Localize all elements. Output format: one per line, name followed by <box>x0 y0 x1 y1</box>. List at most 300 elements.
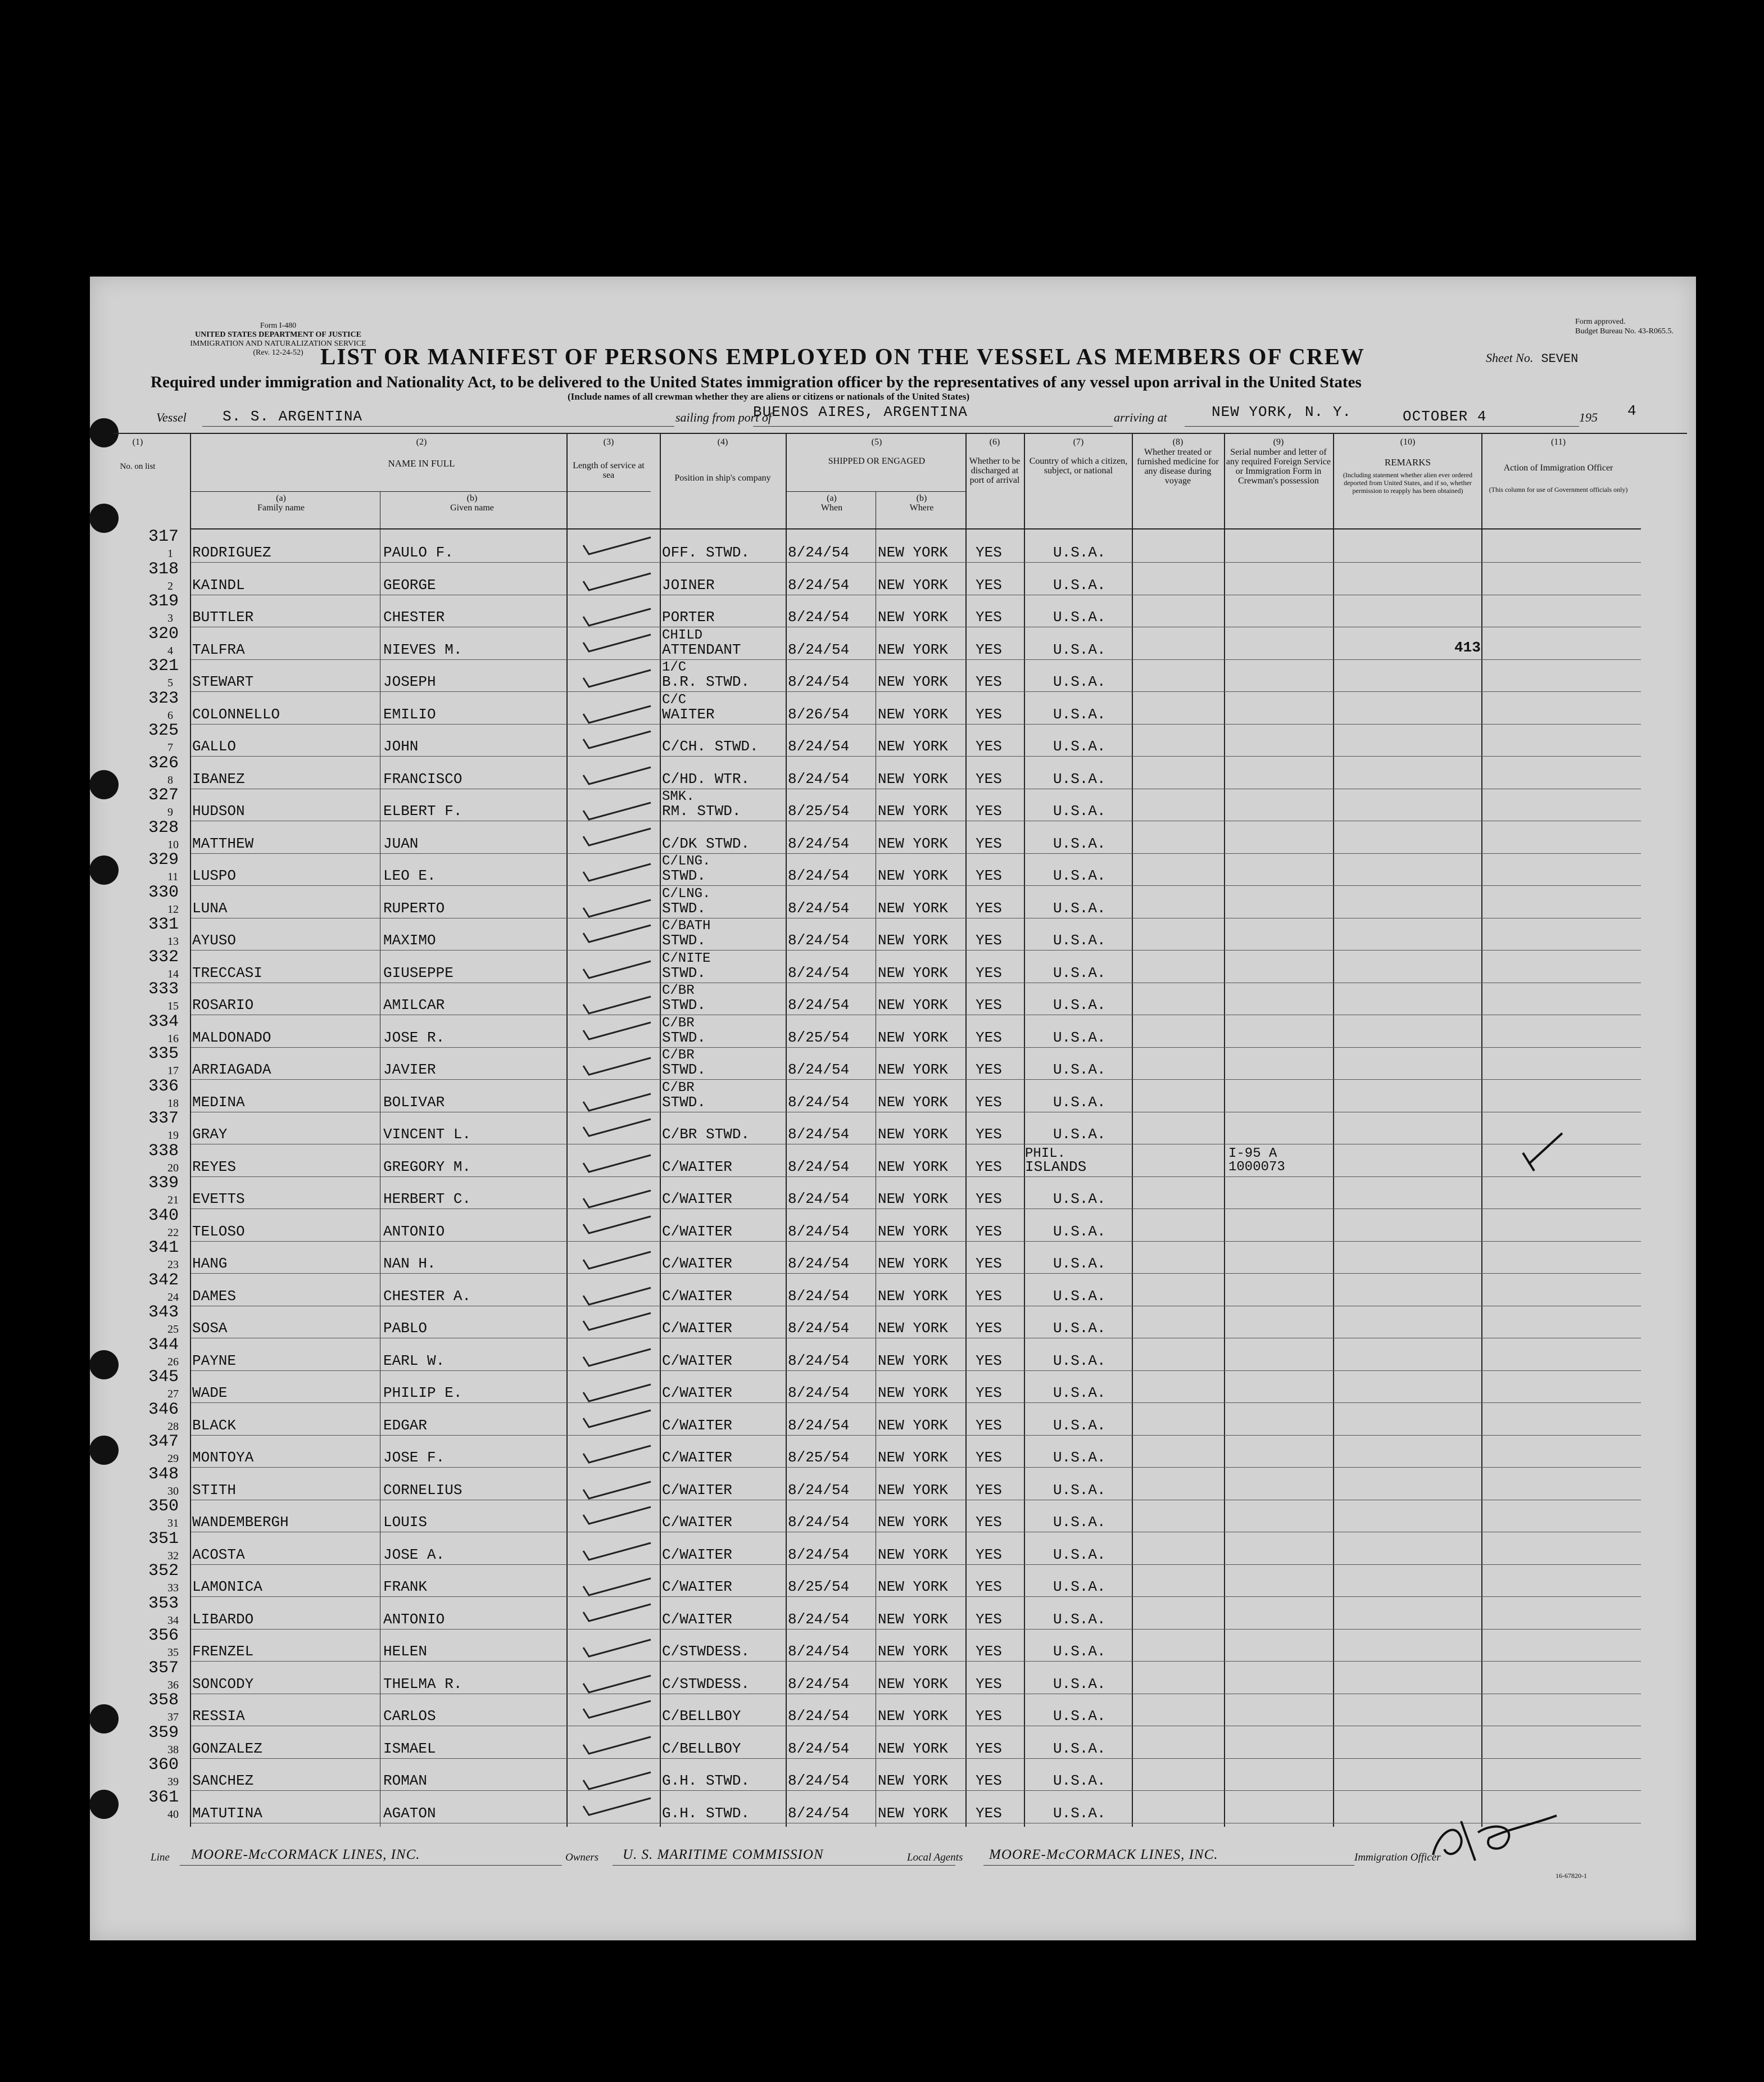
cell-family: ACOSTA <box>192 1546 245 1563</box>
sheet-number-label: Sheet No. <box>1486 351 1534 365</box>
cell-where: NEW YORK <box>878 1320 948 1337</box>
service-tick-mark <box>572 791 662 824</box>
sailing-port: BUENOS AIRES, ARGENTINA <box>753 404 968 420</box>
cell-given: JUAN <box>383 835 419 852</box>
cell-where: NEW YORK <box>878 1578 948 1595</box>
cell-where: NEW YORK <box>878 1287 948 1305</box>
cell-position: C/STWDESS. <box>662 1643 750 1660</box>
cell-given: JOSE F. <box>383 1449 445 1466</box>
service-tick-mark <box>572 662 662 695</box>
cell-position-line1: C/C <box>662 692 687 708</box>
cell-position: STWD. <box>662 899 706 917</box>
cell-family: REYES <box>192 1158 237 1175</box>
row-number: 5 <box>167 677 173 689</box>
cell-dis: YES <box>976 1772 1002 1789</box>
cell-dis: YES <box>976 673 1002 690</box>
cell-when: 8/24/54 <box>788 1481 850 1499</box>
cell-dis: YES <box>976 1416 1002 1434</box>
service-tick-mark <box>572 533 662 565</box>
manifest-serial-number: 352 <box>148 1562 179 1581</box>
col11-header: Action of Immigration Officer <box>1503 463 1613 473</box>
cell-given: THELMA R. <box>383 1675 462 1692</box>
cell-given: GIUSEPPE <box>383 964 454 981</box>
cell-position: C/WAITER <box>662 1610 732 1628</box>
row-number: 19 <box>167 1129 179 1142</box>
service-tick-mark <box>572 759 662 792</box>
service-tick-mark <box>572 1406 662 1438</box>
cell-family: ARRIAGADA <box>192 1061 271 1078</box>
cell-position-line1: CHILD <box>662 627 703 643</box>
row-number: 23 <box>167 1259 179 1271</box>
budget-approval <box>1575 317 1674 336</box>
cell-position: STWD. <box>662 1093 706 1111</box>
cell-given: EDGAR <box>383 1416 428 1434</box>
cell-when: 8/24/54 <box>788 1093 850 1111</box>
service-tick-mark <box>572 1794 662 1826</box>
row-number: 34 <box>167 1614 179 1627</box>
row-number: 27 <box>167 1388 179 1400</box>
cell-dis: YES <box>976 997 1002 1013</box>
table-row <box>90 1497 1696 1535</box>
manifest-serial-number: 320 <box>148 624 179 644</box>
sheet-number <box>1486 351 1578 366</box>
row-number: 9 <box>167 806 173 818</box>
cell-family: PAYNE <box>192 1352 237 1369</box>
table-row <box>90 850 1696 889</box>
manifest-serial-number: 323 <box>148 689 179 708</box>
cell-family: STITH <box>192 1481 237 1499</box>
col2b-header: (b) Given name <box>450 494 494 513</box>
col2-number: (2) <box>416 437 427 447</box>
col8-number: (8) <box>1172 437 1183 447</box>
manifest-serial-number: 318 <box>148 559 179 579</box>
manifest-serial-number: 359 <box>148 1723 179 1742</box>
sailing-label: sailing from port of <box>675 410 772 424</box>
row-number: 7 <box>167 741 173 754</box>
cell-dis: YES <box>976 1093 1002 1111</box>
col11-note: (This column for use of Government officials only) <box>1489 486 1628 494</box>
cell-given: FRANK <box>383 1578 428 1595</box>
cell-where: NEW YORK <box>878 1804 948 1822</box>
col2a-header: (a) Family name <box>257 494 305 513</box>
cell-position: C/WAITER <box>662 1255 732 1272</box>
cell-dis: YES <box>976 835 1002 852</box>
cell-when: 8/24/54 <box>788 1320 850 1337</box>
cell-position: STWD. <box>662 1061 706 1078</box>
cell-given: CORNELIUS <box>383 1481 462 1499</box>
cell-dis: YES <box>976 899 1002 917</box>
cell-given: JOSE R. <box>383 1029 445 1046</box>
cell-given: PABLO <box>383 1320 428 1337</box>
cell-given: LEO E. <box>383 867 436 884</box>
cell-where: NEW YORK <box>878 1546 948 1563</box>
table-row <box>90 1464 1696 1503</box>
cell-position: C/BELLBOY <box>662 1740 741 1757</box>
manifest-serial-number: 338 <box>148 1141 179 1161</box>
cell-family: TRECCASI <box>192 964 262 981</box>
cell-when: 8/24/54 <box>788 1772 850 1789</box>
cell-when: 8/24/54 <box>788 738 850 755</box>
service-tick-mark <box>572 985 662 1018</box>
cell-when: 8/24/54 <box>788 835 850 852</box>
cell-given: CHESTER A. <box>383 1287 471 1305</box>
cell-dis: YES <box>976 1708 1002 1725</box>
cell-dis: YES <box>976 1449 1002 1466</box>
table-row <box>90 753 1696 792</box>
cell-when: 8/24/54 <box>788 1708 850 1725</box>
cell-where: NEW YORK <box>878 1191 948 1207</box>
service-tick-mark <box>572 1502 662 1535</box>
table-row <box>90 624 1696 663</box>
cell-position: C/WAITER <box>662 1578 732 1595</box>
cell-dis: YES <box>976 964 1002 981</box>
cell-where: NEW YORK <box>878 1158 948 1175</box>
cell-position: C/WAITER <box>662 1352 732 1369</box>
cell-when: 8/24/54 <box>788 609 850 626</box>
manifest-serial-number: 329 <box>148 850 179 870</box>
cell-dis: YES <box>976 1029 1002 1046</box>
cell-country: U.S.A. <box>1053 1772 1106 1789</box>
cell-family: MALDONADO <box>192 1029 271 1046</box>
manifest-serial-number: 334 <box>148 1012 179 1031</box>
cell-position: C/HD. WTR. <box>662 770 750 787</box>
cell-position: C/BELLBOY <box>662 1708 741 1725</box>
manifest-serial-number: 328 <box>148 818 179 838</box>
cell-country: U.S.A. <box>1053 1610 1106 1628</box>
table-row <box>90 1335 1696 1374</box>
row-number: 24 <box>167 1291 179 1303</box>
cell-country: U.S.A. <box>1053 1255 1106 1272</box>
row-number: 37 <box>167 1711 179 1723</box>
manifest-serial-number: 353 <box>148 1594 179 1613</box>
revision-date: (Rev. 12-24-52) <box>253 348 303 357</box>
cell-family: LIBARDO <box>192 1610 254 1628</box>
cell-position: STWD. <box>662 867 706 884</box>
cell-country: U.S.A. <box>1053 641 1106 658</box>
cell-country: U.S.A. <box>1053 899 1106 917</box>
manifest-serial-number: 347 <box>148 1432 179 1451</box>
service-tick-mark <box>572 1341 662 1374</box>
immigration-officer-signature <box>1422 1799 1590 1872</box>
officer-check-mark <box>1517 1130 1568 1175</box>
cell-dis: YES <box>976 1514 1002 1531</box>
cell-dis: YES <box>976 1578 1002 1595</box>
row-number: 15 <box>167 1000 179 1012</box>
cell-country: U.S.A. <box>1053 705 1106 723</box>
cell-dis: YES <box>976 1126 1002 1143</box>
cell-when: 8/24/54 <box>788 1804 850 1822</box>
manifest-serial-number: 327 <box>148 786 179 805</box>
manifest-serial-number: 350 <box>148 1497 179 1516</box>
col5a-header: (a) When <box>820 494 843 513</box>
vessel-label: Vessel <box>156 410 187 424</box>
row-number: 29 <box>167 1452 179 1465</box>
cell-when: 8/24/54 <box>788 770 850 787</box>
cell-when: 8/24/54 <box>788 1158 850 1175</box>
cell-family: SANCHEZ <box>192 1772 254 1789</box>
row-number: 33 <box>167 1582 179 1594</box>
manifest-serial-number: 331 <box>148 915 179 934</box>
local-agents-value: MOORE-McCORMACK LINES, INC. <box>989 1847 1218 1862</box>
cell-family: AYUSO <box>192 932 237 949</box>
cell-where: NEW YORK <box>878 705 948 723</box>
cell-position: C/DK STWD. <box>662 835 750 852</box>
service-tick-mark <box>572 1147 662 1180</box>
service-tick-mark <box>572 727 662 759</box>
cell-given: JOSE A. <box>383 1546 445 1563</box>
cell-when: 8/24/54 <box>788 1384 850 1401</box>
cell-position: C/WAITER <box>662 1320 732 1337</box>
cell-country: U.S.A. <box>1053 1449 1106 1466</box>
cell-when: 8/24/54 <box>788 1416 850 1434</box>
cell-where: NEW YORK <box>878 1352 948 1369</box>
service-tick-mark <box>572 1115 662 1147</box>
row-number: 8 <box>167 773 173 786</box>
cell-when: 8/24/54 <box>788 1126 850 1143</box>
cell-where: NEW YORK <box>878 1481 948 1499</box>
cell-position: C/WAITER <box>662 1546 732 1563</box>
cell-given: AMILCAR <box>383 997 445 1013</box>
cell-dis: YES <box>976 1740 1002 1757</box>
cell-country: U.S.A. <box>1053 1643 1106 1660</box>
service-tick-mark <box>572 1050 662 1083</box>
cell-where: NEW YORK <box>878 641 948 658</box>
row-number: 31 <box>167 1517 179 1529</box>
cell-position: C/WAITER <box>662 1287 732 1305</box>
table-row <box>90 527 1696 565</box>
manifest-serial-number: 337 <box>148 1109 179 1128</box>
cell-where: NEW YORK <box>878 867 948 884</box>
cell-position: ATTENDANT <box>662 641 741 658</box>
manifest-serial-number: 360 <box>148 1755 179 1775</box>
service-tick-mark <box>572 1277 662 1309</box>
row-number: 1 <box>167 547 173 560</box>
table-row <box>90 689 1696 727</box>
cell-where: NEW YORK <box>878 770 948 787</box>
cell-dis: YES <box>976 705 1002 723</box>
service-tick-mark <box>572 889 662 921</box>
cell-position-line1: C/NITE <box>662 951 711 966</box>
cell-country: U.S.A. <box>1053 1740 1106 1757</box>
vessel-name: S. S. ARGENTINA <box>223 408 363 425</box>
cell-country: U.S.A. <box>1053 1029 1106 1046</box>
cell-where: NEW YORK <box>878 1384 948 1401</box>
row-number: 10 <box>167 838 179 851</box>
cell-dis: YES <box>976 1546 1002 1563</box>
cell-family: STEWART <box>192 673 254 690</box>
cell-when: 8/24/54 <box>788 1514 850 1531</box>
cell-position: C/WAITER <box>662 1158 732 1175</box>
col9-number: (9) <box>1273 437 1284 447</box>
line-value: MOORE-McCORMACK LINES, INC. <box>191 1847 420 1862</box>
cell-position: STWD. <box>662 964 706 981</box>
owners-label: Owners <box>565 1852 599 1863</box>
col1-header: No. on list <box>120 462 156 471</box>
table-row <box>90 980 1696 1018</box>
cell-where: NEW YORK <box>878 673 948 690</box>
cell-given: LOUIS <box>383 1514 428 1531</box>
row-number: 6 <box>167 709 173 722</box>
manifest-serial-number: 357 <box>148 1658 179 1678</box>
manifest-serial-number: 341 <box>148 1238 179 1257</box>
cell-given: ANTONIO <box>383 1223 445 1240</box>
cell-country: U.S.A. <box>1053 576 1106 594</box>
cell-position-line1: C/LNG. <box>662 854 711 869</box>
cell-when: 8/24/54 <box>788 1287 850 1305</box>
cell-when: 8/24/54 <box>788 1740 850 1757</box>
cell-position: OFF. STWD. <box>662 544 750 561</box>
cell-country: U.S.A. <box>1053 1320 1106 1337</box>
cell-given: HERBERT C. <box>383 1191 471 1207</box>
cell-given: ANTONIO <box>383 1610 445 1628</box>
table-row <box>90 818 1696 857</box>
cell-where: NEW YORK <box>878 738 948 755</box>
cell-where: NEW YORK <box>878 1643 948 1660</box>
cell-family: MONTOYA <box>192 1449 254 1466</box>
cell-dis: YES <box>976 867 1002 884</box>
cell-country: U.S.A. <box>1053 1352 1106 1369</box>
cell-country: ISLANDS <box>1025 1158 1087 1175</box>
table-row <box>90 1658 1696 1697</box>
table-row <box>90 882 1696 921</box>
cell-country: U.S.A. <box>1053 1481 1106 1499</box>
table-row <box>90 657 1696 695</box>
cell-where: NEW YORK <box>878 609 948 626</box>
cell-given: JOSEPH <box>383 673 436 690</box>
table-row <box>90 592 1696 630</box>
cell-when: 8/24/54 <box>788 1675 850 1692</box>
table-row <box>90 1270 1696 1309</box>
manifest-serial-number: 344 <box>148 1335 179 1355</box>
cell-family: KAINDL <box>192 576 245 594</box>
manifest-serial-number: 319 <box>148 592 179 611</box>
cell-dis: YES <box>976 1191 1002 1207</box>
table-row <box>90 947 1696 986</box>
cell-where: NEW YORK <box>878 1708 948 1725</box>
cell-country: U.S.A. <box>1053 544 1106 561</box>
cell-when: 8/25/54 <box>788 803 850 820</box>
table-row <box>90 1755 1696 1794</box>
service-tick-mark <box>572 1179 662 1212</box>
table-row <box>90 1691 1696 1729</box>
table-row <box>90 1141 1696 1180</box>
cell-where: NEW YORK <box>878 1514 948 1531</box>
cell-when: 8/24/54 <box>788 641 850 658</box>
row-number: 26 <box>167 1355 179 1368</box>
cell-given: AGATON <box>383 1804 436 1822</box>
table-row <box>90 1109 1696 1147</box>
cell-dis: YES <box>976 609 1002 626</box>
cell-position-line1: C/BATH <box>662 918 711 934</box>
table-row <box>90 1723 1696 1762</box>
row-number: 18 <box>167 1097 179 1110</box>
cell-given: EARL W. <box>383 1352 445 1369</box>
cell-position: C/STWDESS. <box>662 1675 750 1692</box>
cell-when: 8/24/54 <box>788 1352 850 1369</box>
service-tick-mark <box>572 856 662 889</box>
manifest-serial-number: 332 <box>148 947 179 967</box>
cell-position: JOINER <box>662 576 715 594</box>
row-number: 20 <box>167 1161 179 1174</box>
line-label: Line <box>151 1852 170 1863</box>
cell-family: SOSA <box>192 1320 228 1337</box>
cell-when: 8/24/54 <box>788 899 850 917</box>
cell-dis: YES <box>976 1061 1002 1078</box>
cell-position-line1: C/BR <box>662 1080 695 1096</box>
cell-dis: YES <box>976 641 1002 658</box>
cell-dis: YES <box>976 1287 1002 1305</box>
print-code: 16-67820-1 <box>1556 1872 1587 1880</box>
service-tick-mark <box>572 1761 662 1794</box>
table-row <box>90 721 1696 759</box>
service-tick-mark <box>572 953 662 986</box>
cell-country: U.S.A. <box>1053 1223 1106 1240</box>
cell-family: COLONNELLO <box>192 705 280 723</box>
manifest-serial-number: 342 <box>148 1270 179 1290</box>
cell-when: 8/24/54 <box>788 1610 850 1628</box>
service-tick-mark <box>572 1438 662 1470</box>
owners-value: U. S. MARITIME COMMISSION <box>623 1847 824 1862</box>
row-number: 32 <box>167 1549 179 1562</box>
manifest-serial-number: 356 <box>148 1626 179 1645</box>
table-row <box>90 1076 1696 1115</box>
cell-given: MAXIMO <box>383 932 436 949</box>
col6-header: Whether to be discharged at port of arrival <box>969 456 1021 485</box>
cell-position: G.H. STWD. <box>662 1772 750 1789</box>
col5b-header: (b) Where <box>909 494 934 513</box>
subtitle-note: (Include names of all crewman whether they are aliens or citizens or nationals of the United States) <box>568 391 970 402</box>
row-number: 17 <box>167 1065 179 1077</box>
table-row <box>90 786 1696 824</box>
manifest-serial-number: 358 <box>148 1691 179 1710</box>
cell-position: STWD. <box>662 932 706 949</box>
cell-serial-form: I-95 A <box>1228 1146 1277 1161</box>
cell-country: U.S.A. <box>1053 1416 1106 1434</box>
cell-dis: YES <box>976 1320 1002 1337</box>
col6-number: (6) <box>989 437 1000 447</box>
form-approved-text: Form approved. <box>1575 318 1626 326</box>
cell-position: RM. STWD. <box>662 803 741 820</box>
row-number: 11 <box>167 871 179 883</box>
cell-where: NEW YORK <box>878 1610 948 1628</box>
cell-when: 8/24/54 <box>788 1061 850 1078</box>
cell-country: U.S.A. <box>1053 835 1106 852</box>
col2-header: NAME IN FULL <box>388 458 455 469</box>
cell-given: ISMAEL <box>383 1740 436 1757</box>
cell-given: RUPERTO <box>383 899 445 917</box>
col4-header: Position in ship's company <box>674 473 771 483</box>
col1-number: (1) <box>132 437 143 447</box>
cell-country: U.S.A. <box>1053 1546 1106 1563</box>
manifest-serial-number: 351 <box>148 1529 179 1549</box>
cell-family: RODRIGUEZ <box>192 544 271 561</box>
page-title: LIST OR MANIFEST OF PERSONS EMPLOYED ON THE VESSEL AS MEMBERS OF CREW <box>320 343 1365 369</box>
table-row <box>90 915 1696 953</box>
cell-position-line1: C/BR <box>662 1015 695 1031</box>
cell-family: HANG <box>192 1255 228 1272</box>
cell-family: SONCODY <box>192 1675 254 1692</box>
row-number: 21 <box>167 1194 179 1206</box>
cell-position: WAITER <box>662 705 715 723</box>
cell-country-line1: PHIL. <box>1025 1146 1066 1161</box>
cell-family: IBANEZ <box>192 770 245 787</box>
cell-position: C/WAITER <box>662 1416 732 1434</box>
cell-country: U.S.A. <box>1053 1061 1106 1078</box>
row-number: 12 <box>167 903 179 916</box>
manifest-serial-number: 361 <box>148 1787 179 1807</box>
year-prefix: 195 <box>1579 410 1598 424</box>
table-row <box>90 1432 1696 1470</box>
